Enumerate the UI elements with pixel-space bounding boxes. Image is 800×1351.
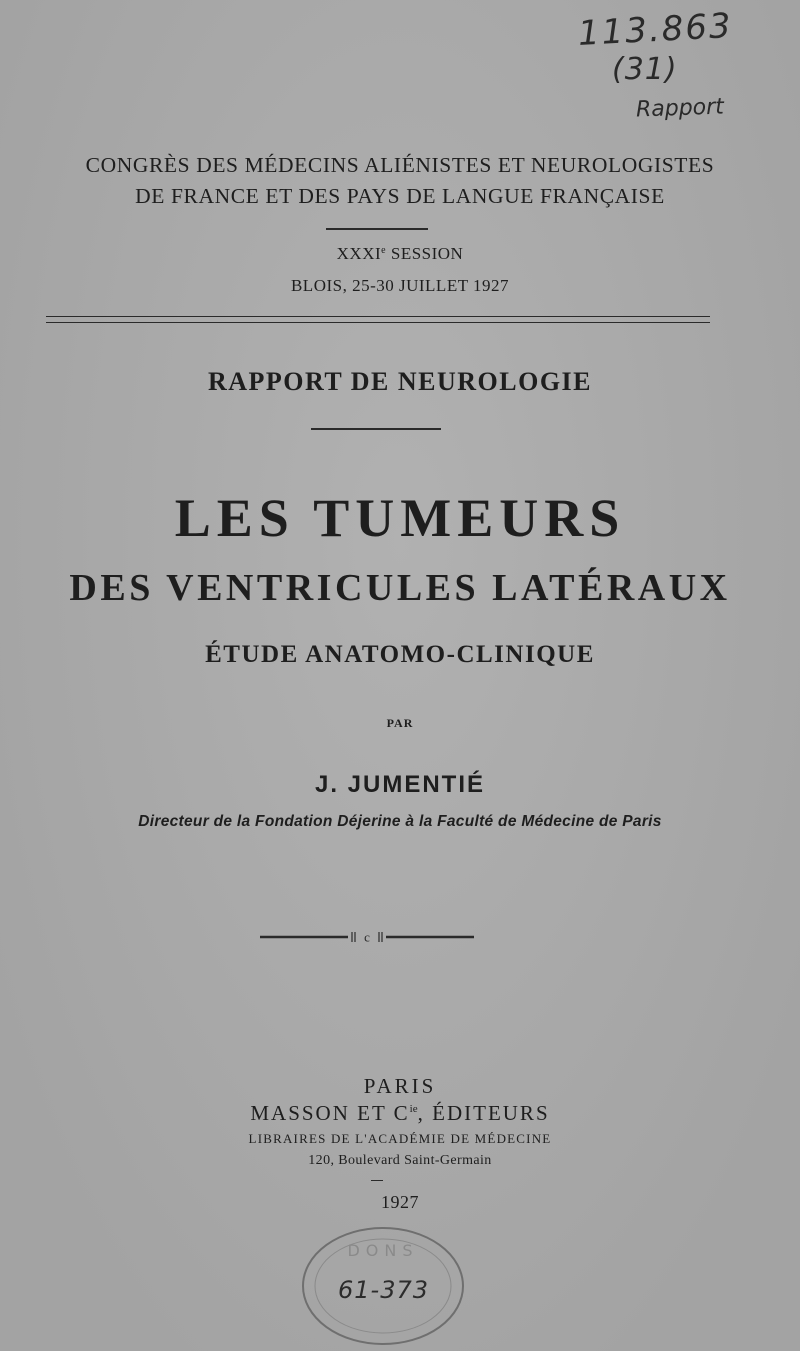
- header-divider: [326, 228, 428, 230]
- subtitle: ÉTUDE ANATOMO-CLINIQUE: [205, 641, 595, 668]
- double-rule-divider: [46, 316, 710, 323]
- place-date: BLOIS, 25-30 JUILLET 1927: [290, 276, 510, 295]
- ornament-mark: c: [364, 929, 370, 945]
- title-line-2: DES VENTRICULES LATÉRAUX: [69, 567, 731, 609]
- congress-line-1: CONGRÈS DES MÉDECINS ALIÉNISTES ET NEUROLOGISTES: [85, 153, 715, 177]
- handwritten-shelfmark: 113.863: [577, 5, 734, 55]
- publisher-libraires: LIBRAIRES DE L'ACADÉMIE DE MÉDECINE: [248, 1131, 552, 1146]
- publisher-address: 120, Boulevard Saint-Germain: [308, 1153, 492, 1168]
- publisher-name-suffix: , ÉDITEURS: [417, 1101, 550, 1125]
- stamp-handwritten-number: 61-373: [338, 1276, 430, 1304]
- publication-year: 1927: [381, 1192, 419, 1212]
- handwritten-note: Rapport: [635, 94, 725, 123]
- congress-heading: [0, 150, 800, 212]
- publisher-name-main: MASSON ET C: [250, 1101, 410, 1125]
- title-line-1: LES TUMEURS: [174, 488, 626, 548]
- publisher-name: [0, 1101, 800, 1126]
- ornament-rule: [260, 929, 474, 945]
- year-dash: [371, 1180, 383, 1181]
- author-name: J. JUMENTIÉ: [314, 771, 486, 798]
- congress-line-2: DE FRANCE ET DES PAYS DE LANGUE FRANÇAISE: [135, 184, 665, 208]
- session-suffix: e: [381, 245, 387, 256]
- publisher-name-sup: ie: [409, 1103, 418, 1115]
- stamp-label: DONS: [347, 1241, 419, 1260]
- author-affiliation: Directeur de la Fondation Déjerine à la Faculté de Médecine de Paris: [138, 813, 662, 830]
- session-word: SESSION: [390, 244, 464, 263]
- par-label: PAR: [386, 716, 414, 730]
- session-number: XXXI: [336, 244, 382, 263]
- report-type: RAPPORT DE NEUROLOGIE: [207, 367, 593, 396]
- handwritten-number: (31): [612, 52, 678, 87]
- report-divider: [311, 428, 441, 430]
- session-line: [0, 244, 800, 264]
- publisher-city: PARIS: [363, 1074, 437, 1098]
